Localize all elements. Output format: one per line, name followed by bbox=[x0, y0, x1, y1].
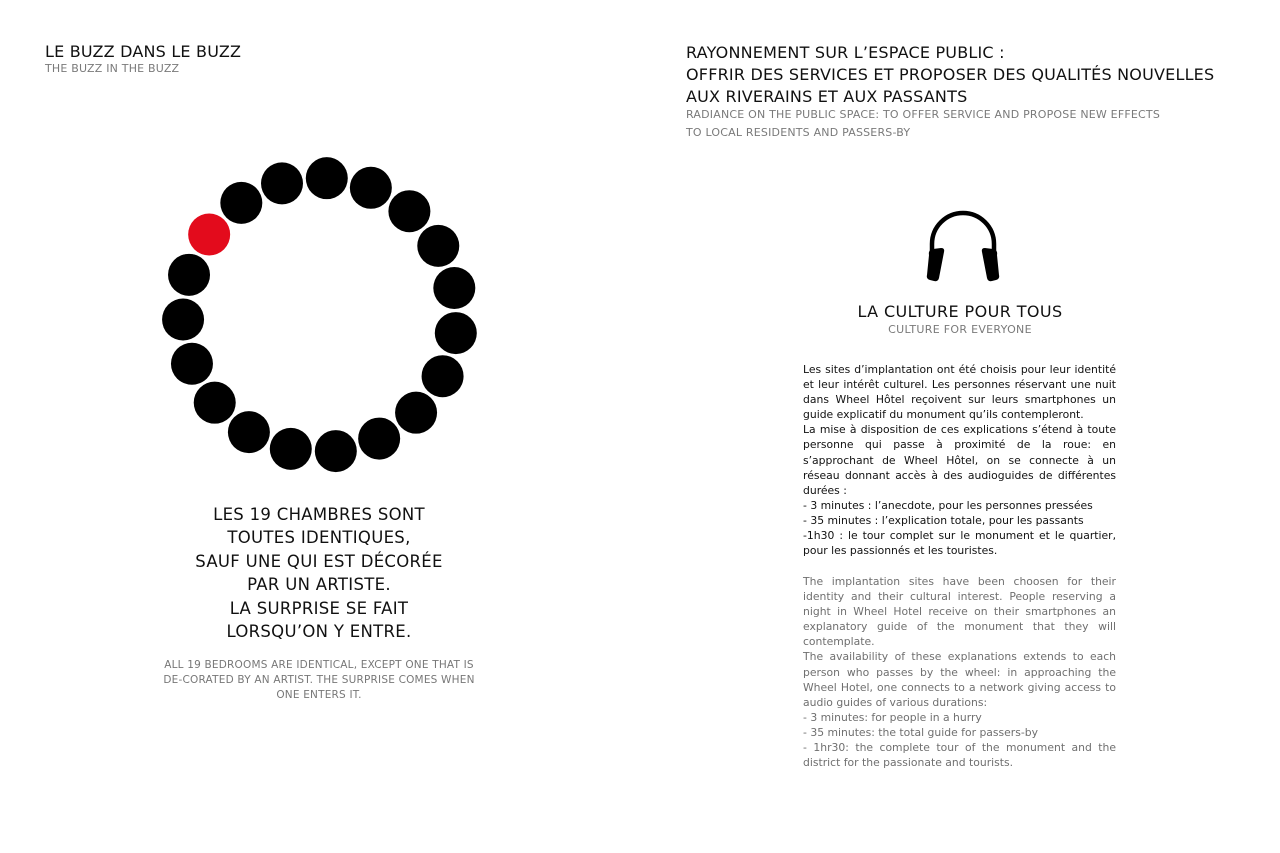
rooms-caption-line: SAUF UNE QUI EST DÉCORÉE bbox=[195, 551, 443, 571]
cabin bbox=[171, 343, 213, 385]
rooms-caption-line: TOUTES IDENTIQUES, bbox=[227, 528, 411, 548]
section-title: LA CULTURE POUR TOUS bbox=[857, 302, 1063, 321]
right-title-line: OFFRIR DES SERVICES ET PROPOSER DES QUALITÉS NOUVELLES bbox=[686, 65, 1215, 84]
right-page-title bbox=[686, 42, 1214, 108]
english-list-item: - 3 minutes: for people in a hurry bbox=[803, 710, 982, 724]
cabin bbox=[435, 312, 477, 354]
rooms-caption-line: LA SURPRISE SE FAIT bbox=[229, 598, 409, 618]
headphones-icon bbox=[918, 200, 1008, 290]
cabin bbox=[228, 411, 270, 453]
cabin bbox=[395, 392, 437, 434]
rooms-caption bbox=[169, 503, 469, 643]
rooms-caption-english: ALL 19 BEDROOMS ARE IDENTICAL, EXCEPT ONE THAT IS DE-CORATED BY AN ARTIST. THE SURPRISE COMES WHEN ONE ENTERS IT. bbox=[163, 659, 475, 701]
english-paragraph: The implantation sites have been choosen for their identity and their cultural interest. People reserving a night in Wheel Hotel receive on their smartphones an explanatory guide of the monument that they will contemplate. bbox=[803, 575, 1116, 649]
cabin bbox=[261, 162, 303, 204]
english-paragraph: The availability of these explanations extends to each person who passes by the wheel: in approaching the Wheel Hotel, one connects to a network giving access to audio guides of various durations: bbox=[803, 650, 1116, 709]
french-list-item: -1h30 : le tour complet sur le monument et le quartier, pour les passionnés et les touristes. bbox=[803, 529, 1116, 558]
rooms-caption-line: LORSQU’ON Y ENTRE. bbox=[226, 622, 412, 642]
right-subtitle-line: RADIANCE ON THE PUBLIC SPACE: TO OFFER SERVICE AND PROPOSE NEW EFFECTS bbox=[686, 108, 1161, 121]
cabin bbox=[315, 430, 357, 472]
cabin bbox=[270, 428, 312, 470]
cabin bbox=[350, 167, 392, 209]
left-page-title: LE BUZZ DANS LE BUZZ bbox=[45, 42, 242, 61]
cabin bbox=[388, 190, 430, 232]
cabin bbox=[306, 157, 348, 199]
french-list-item: - 3 minutes : l’anecdote, pour les personnes pressées bbox=[803, 498, 1093, 512]
rooms-caption-line: PAR UN ARTISTE. bbox=[247, 575, 391, 595]
right-title-line: RAYONNEMENT SUR L’ESPACE PUBLIC : bbox=[686, 43, 1005, 62]
right-subtitle-line: TO LOCAL RESIDENTS AND PASSERS-BY bbox=[686, 126, 911, 139]
section-subtitle: CULTURE FOR EVERYONE bbox=[888, 323, 1032, 336]
cabin bbox=[162, 299, 204, 341]
english-list-item: - 35 minutes: the total guide for passers-by bbox=[803, 725, 1039, 739]
french-paragraph: La mise à disposition de ces explications s’étend à toute personne qui passe à proximité de la roue: en s’approchant de Wheel Hôtel, on se connecte à un réseau donnant accès à des audioguides de différentes durées : bbox=[803, 423, 1116, 497]
french-paragraph: Les sites d’implantation ont été choisis pour leur identité et leur intérêt culturel. Les personnes réservant une nuit dans Wheel Hôtel reçoivent sur leurs smartphones un guide explicatif du monument qu’ils contempleront. bbox=[803, 363, 1116, 422]
right-title-line: AUX RIVERAINS ET AUX PASSANTS bbox=[686, 87, 968, 106]
english-body-text bbox=[803, 574, 1116, 770]
cabin bbox=[220, 182, 262, 224]
right-page-subtitle bbox=[686, 106, 1160, 142]
cabin bbox=[168, 254, 210, 296]
cabin bbox=[358, 418, 400, 460]
cabin bbox=[422, 355, 464, 397]
french-list-item: - 35 minutes : l’explication totale, pour les passants bbox=[803, 513, 1084, 527]
cabin bbox=[433, 267, 475, 309]
cabin bbox=[194, 382, 236, 424]
rooms-caption-line: LES 19 CHAMBRES SONT bbox=[213, 505, 425, 524]
french-body-text bbox=[803, 362, 1116, 558]
left-page-subtitle: THE BUZZ IN THE BUZZ bbox=[45, 62, 180, 75]
english-list-item: - 1hr30: the complete tour of the monument and the district for the passionate and tourists. bbox=[803, 741, 1116, 770]
cabin bbox=[417, 225, 459, 267]
cabin-artist-room bbox=[188, 213, 230, 255]
wheel-diagram bbox=[150, 145, 490, 485]
